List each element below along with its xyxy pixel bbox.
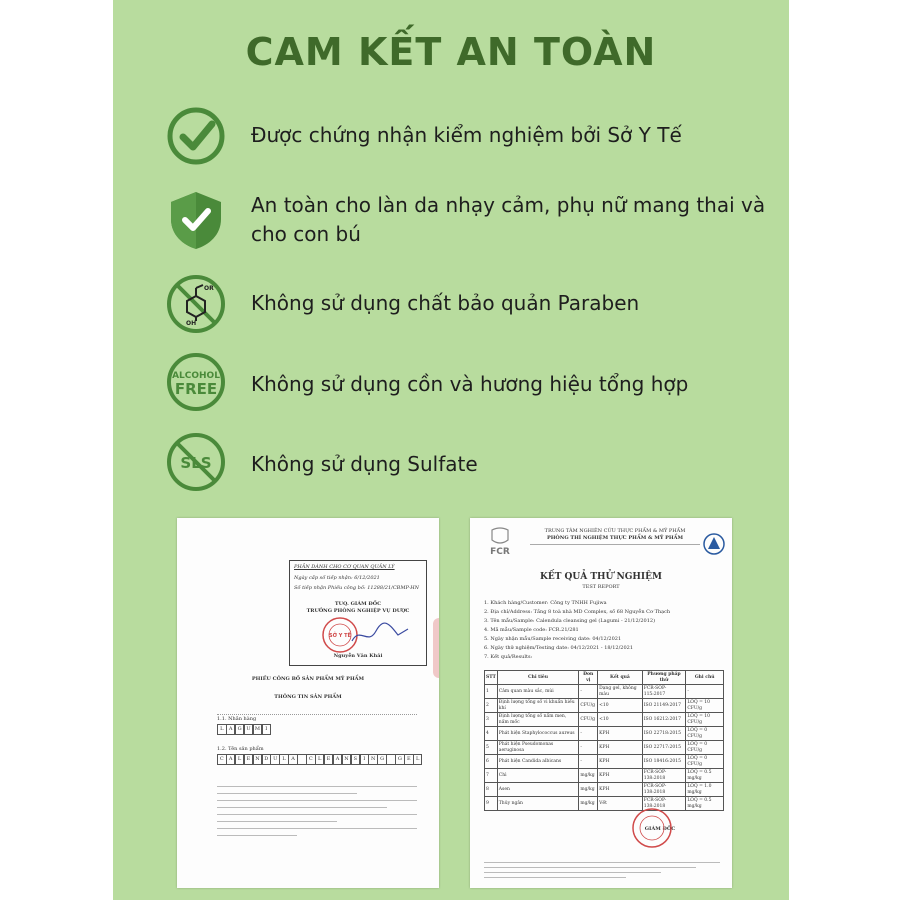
- table-cell: 8: [485, 783, 498, 797]
- table-cell: KPH: [598, 755, 643, 769]
- table-cell: LOQ = 0.5 mg/kg: [686, 769, 724, 783]
- signature-icon: [350, 621, 410, 647]
- authority-header: PHẦN DÀNH CHO CƠ QUAN QUẢN LÝ: [294, 564, 395, 570]
- table-cell: LOQ = 0 CFU/g: [686, 755, 724, 769]
- table-cell: Phát hiện Pseudomonas aeruginosa: [497, 741, 579, 755]
- letter-box: G: [395, 754, 405, 765]
- product-name-boxes: [217, 754, 422, 765]
- shield-check-icon: [166, 186, 226, 252]
- table-cell: <10: [598, 699, 643, 713]
- section-title: THÔNG TIN SẢN PHẨM: [274, 694, 342, 700]
- table-cell: CFU/g: [579, 713, 598, 727]
- table-cell: FCR-SOP-138:2018: [642, 783, 686, 797]
- edge-stamp-mark: [433, 618, 439, 678]
- letter-box: E: [244, 754, 254, 765]
- table-cell: FCR-SOP-138:2018: [642, 797, 686, 811]
- results-table: [484, 670, 724, 811]
- report-info-line: 4. Mã mẫu/Sample code: FCR.21/281: [484, 627, 579, 633]
- table-row: [485, 783, 724, 797]
- table-cell: LOQ = 10 CFU/g: [686, 713, 724, 727]
- table-row: [485, 755, 724, 769]
- letter-box: L: [217, 724, 227, 735]
- report-info-line: 5. Ngày nhận mẫu/Sample receiving date: 04/12/2021: [484, 636, 622, 642]
- paraben-or-label: OR: [204, 285, 214, 292]
- letter-box: L: [279, 754, 289, 765]
- free-label: FREE: [174, 380, 218, 398]
- table-cell: Vết: [598, 797, 643, 811]
- sls-label: SLS: [180, 454, 212, 472]
- table-cell: Dạng gel, không màu: [598, 685, 643, 699]
- table-cell: CFU/g: [579, 699, 598, 713]
- table-cell: 3: [485, 713, 498, 727]
- letter-box: A: [226, 724, 236, 735]
- signer-name: Nguyễn Văn Khải: [333, 653, 383, 659]
- no-sls-icon: [166, 432, 226, 492]
- director-title: GIÁM ĐỐC: [644, 826, 676, 832]
- table-cell: Phát hiện Staphylococcus aureus: [497, 727, 579, 741]
- fcr-logo-text: FCR: [490, 547, 510, 556]
- letter-box: D: [262, 754, 272, 765]
- check-circle-icon: [166, 106, 226, 166]
- product-name-label: 1.2. Tên sản phẩm: [217, 746, 264, 752]
- report-info-line: 2. Địa chỉ/Address: Tầng 8 toà nhà MD Complex, số 68 Nguyễn Cơ Thạch: [484, 609, 671, 615]
- table-header-cell: Ghi chú: [686, 671, 724, 685]
- table-cell: mg/kg: [579, 769, 598, 783]
- alcohol-free-icon: [166, 352, 226, 412]
- form-title: PHIẾU CÔNG BỐ SẢN PHẨM MỸ PHẨM: [251, 676, 365, 682]
- table-cell: 1: [485, 685, 498, 699]
- table-cell: 2: [485, 699, 498, 713]
- receipt-number: Số tiếp nhận Phiếu công bố: 11288/21/CBMP-HN: [294, 585, 419, 591]
- letter-box: L: [235, 754, 245, 765]
- org-divider: [530, 544, 700, 545]
- paraben-oh-label: OH: [186, 320, 197, 327]
- feature-text: An toàn cho làn da nhạy cảm, phụ nữ mang thai và cho con bú: [251, 193, 766, 246]
- feature-item-certified: [166, 106, 766, 166]
- table-cell: ISO 22717:2015: [642, 741, 686, 755]
- report-subtitle: TEST REPORT: [582, 584, 620, 590]
- table-cell: Cảm quan màu sắc, mùi: [497, 685, 579, 699]
- table-row: [485, 713, 724, 727]
- page-title: CAM KẾT AN TOÀN: [245, 30, 657, 74]
- report-info-line: 6. Ngày thử nghiệm/Testing date: 04/12/2021 - 18/12/2021: [484, 645, 634, 651]
- table-cell: ISO 18416:2015: [642, 755, 686, 769]
- report-info-line: 1. Khách hàng/Customer: Công ty TNHH Fujiwa: [484, 600, 607, 606]
- feature-text: Được chứng nhận kiểm nghiệm bởi Sở Y Tế: [251, 123, 682, 147]
- document-body-lines: [217, 780, 417, 842]
- letter-box: S: [351, 754, 361, 765]
- no-paraben-icon: [166, 274, 226, 334]
- table-header-cell: STT: [485, 671, 498, 685]
- table-cell: LOQ = 10 CFU/g: [686, 699, 724, 713]
- table-cell: Chì: [497, 769, 579, 783]
- table-cell: -: [579, 741, 598, 755]
- table-cell: KPH: [598, 769, 643, 783]
- table-cell: 4: [485, 727, 498, 741]
- table-cell: Asen: [497, 783, 579, 797]
- table-cell: 9: [485, 797, 498, 811]
- letter-box: C: [217, 754, 227, 765]
- letter-box: C: [306, 754, 316, 765]
- green-panel: [113, 0, 789, 900]
- table-cell: KPH: [598, 727, 643, 741]
- table-header-cell: Đơn vị: [579, 671, 598, 685]
- report-info-line: 3. Tên mẫu/Sample: Calendula cleansing gel (Lagumi - 21/12/2012): [484, 618, 656, 624]
- org-line-2: PHÒNG THÍ NGHIỆM THỰC PHẨM & MỸ PHẨM: [546, 535, 684, 541]
- alcohol-label: ALCOHOL: [172, 371, 220, 381]
- feature-text: Không sử dụng cồn và hương hiệu tổng hợp: [251, 372, 689, 396]
- accreditation-logo-icon: [702, 532, 726, 556]
- red-stamp-icon: [630, 806, 674, 850]
- table-row: [485, 797, 724, 811]
- report-info-line: 7. Kết quả/Results:: [484, 654, 533, 660]
- letter-box: N: [342, 754, 352, 765]
- dotted-line: [217, 704, 417, 715]
- sign-title-1: TUQ. GIÁM ĐỐC: [334, 601, 382, 607]
- letter-box: A: [288, 754, 298, 765]
- receipt-date: Ngày cấp số tiếp nhận: 6/12/2021: [294, 575, 380, 581]
- letter-box: I: [262, 724, 272, 735]
- feature-item-no-sulfate: [166, 432, 766, 492]
- table-cell: 6: [485, 755, 498, 769]
- stamp-text: SỞ Y TẾ: [329, 633, 351, 639]
- results-table-header: [485, 671, 724, 685]
- table-cell: LOQ = 0 CFU/g: [686, 727, 724, 741]
- report-footnotes: [484, 858, 720, 882]
- letter-box: L: [315, 754, 325, 765]
- feature-item-safe: [166, 186, 766, 246]
- letter-box: G: [235, 724, 245, 735]
- letter-box: N: [253, 754, 263, 765]
- table-cell: -: [579, 685, 598, 699]
- table-row: [485, 685, 724, 699]
- table-header-cell: Kết quả: [598, 671, 643, 685]
- feature-text: Không sử dụng chất bảo quản Paraben: [251, 291, 640, 315]
- table-cell: ISO 21149:2017: [642, 699, 686, 713]
- table-row: [485, 727, 724, 741]
- sign-title-2: TRƯỞNG PHÒNG NGHIỆP VỤ DƯỢC: [306, 608, 410, 614]
- table-cell: FCR-SOP-138:2018: [642, 769, 686, 783]
- fcr-logo-icon: [482, 526, 518, 556]
- letter-box: E: [404, 754, 414, 765]
- feature-item-no-paraben: [166, 274, 766, 334]
- letter-box: E: [324, 754, 334, 765]
- table-cell: Định lượng tổng số nấm men, nấm mốc: [497, 713, 579, 727]
- table-header-cell: Chỉ tiêu: [497, 671, 579, 685]
- org-line-1: TRUNG TÂM NGHIÊN CỨU THỰC PHẨM & MỸ PHẨM: [544, 528, 686, 534]
- report-info-lines: [484, 598, 724, 663]
- letter-box: A: [226, 754, 236, 765]
- table-cell: LOQ = 0 CFU/g: [686, 741, 724, 755]
- letter-box: U: [244, 724, 254, 735]
- table-cell: mg/kg: [579, 797, 598, 811]
- table-cell: 5: [485, 741, 498, 755]
- letter-box: M: [253, 724, 263, 735]
- letter-box: A: [333, 754, 343, 765]
- table-cell: -: [686, 685, 724, 699]
- letter-box: G: [377, 754, 387, 765]
- letter-box: L: [413, 754, 423, 765]
- table-cell: -: [579, 755, 598, 769]
- table-cell: Định lượng tổng số vi khuẩn hiếu khí: [497, 699, 579, 713]
- letter-box: N: [368, 754, 378, 765]
- table-row: [485, 769, 724, 783]
- registration-certificate-document: [177, 518, 439, 888]
- table-cell: <10: [598, 713, 643, 727]
- table-cell: KPH: [598, 741, 643, 755]
- table-cell: Phát hiện Candida albicans: [497, 755, 579, 769]
- feature-text: Không sử dụng Sulfate: [251, 452, 478, 476]
- table-cell: -: [579, 727, 598, 741]
- feature-item-alcohol-free: [166, 352, 766, 412]
- table-cell: FCR-SOP-115:2017: [642, 685, 686, 699]
- table-cell: Thủy ngân: [497, 797, 579, 811]
- report-title: KẾT QUẢ THỬ NGHIỆM: [540, 572, 662, 582]
- table-cell: ISO 22718:2015: [642, 727, 686, 741]
- results-table-body: [485, 685, 724, 811]
- table-row: [485, 741, 724, 755]
- table-cell: LOQ = 0.5 mg/kg: [686, 797, 724, 811]
- table-cell: ISO 16212:2017: [642, 713, 686, 727]
- table-header-cell: Phương pháp thử: [642, 671, 686, 685]
- brand-boxes: [217, 724, 270, 735]
- brand-label: 1.1. Nhãn hàng: [217, 716, 257, 722]
- table-cell: LOQ = 1.0 mg/kg: [686, 783, 724, 797]
- letter-box: I: [360, 754, 370, 765]
- authority-box: [289, 560, 427, 666]
- table-row: [485, 699, 724, 713]
- letter-box: U: [270, 754, 280, 765]
- table-cell: mg/kg: [579, 783, 598, 797]
- test-report-document: [470, 518, 732, 888]
- table-cell: KPH: [598, 783, 643, 797]
- table-cell: 7: [485, 769, 498, 783]
